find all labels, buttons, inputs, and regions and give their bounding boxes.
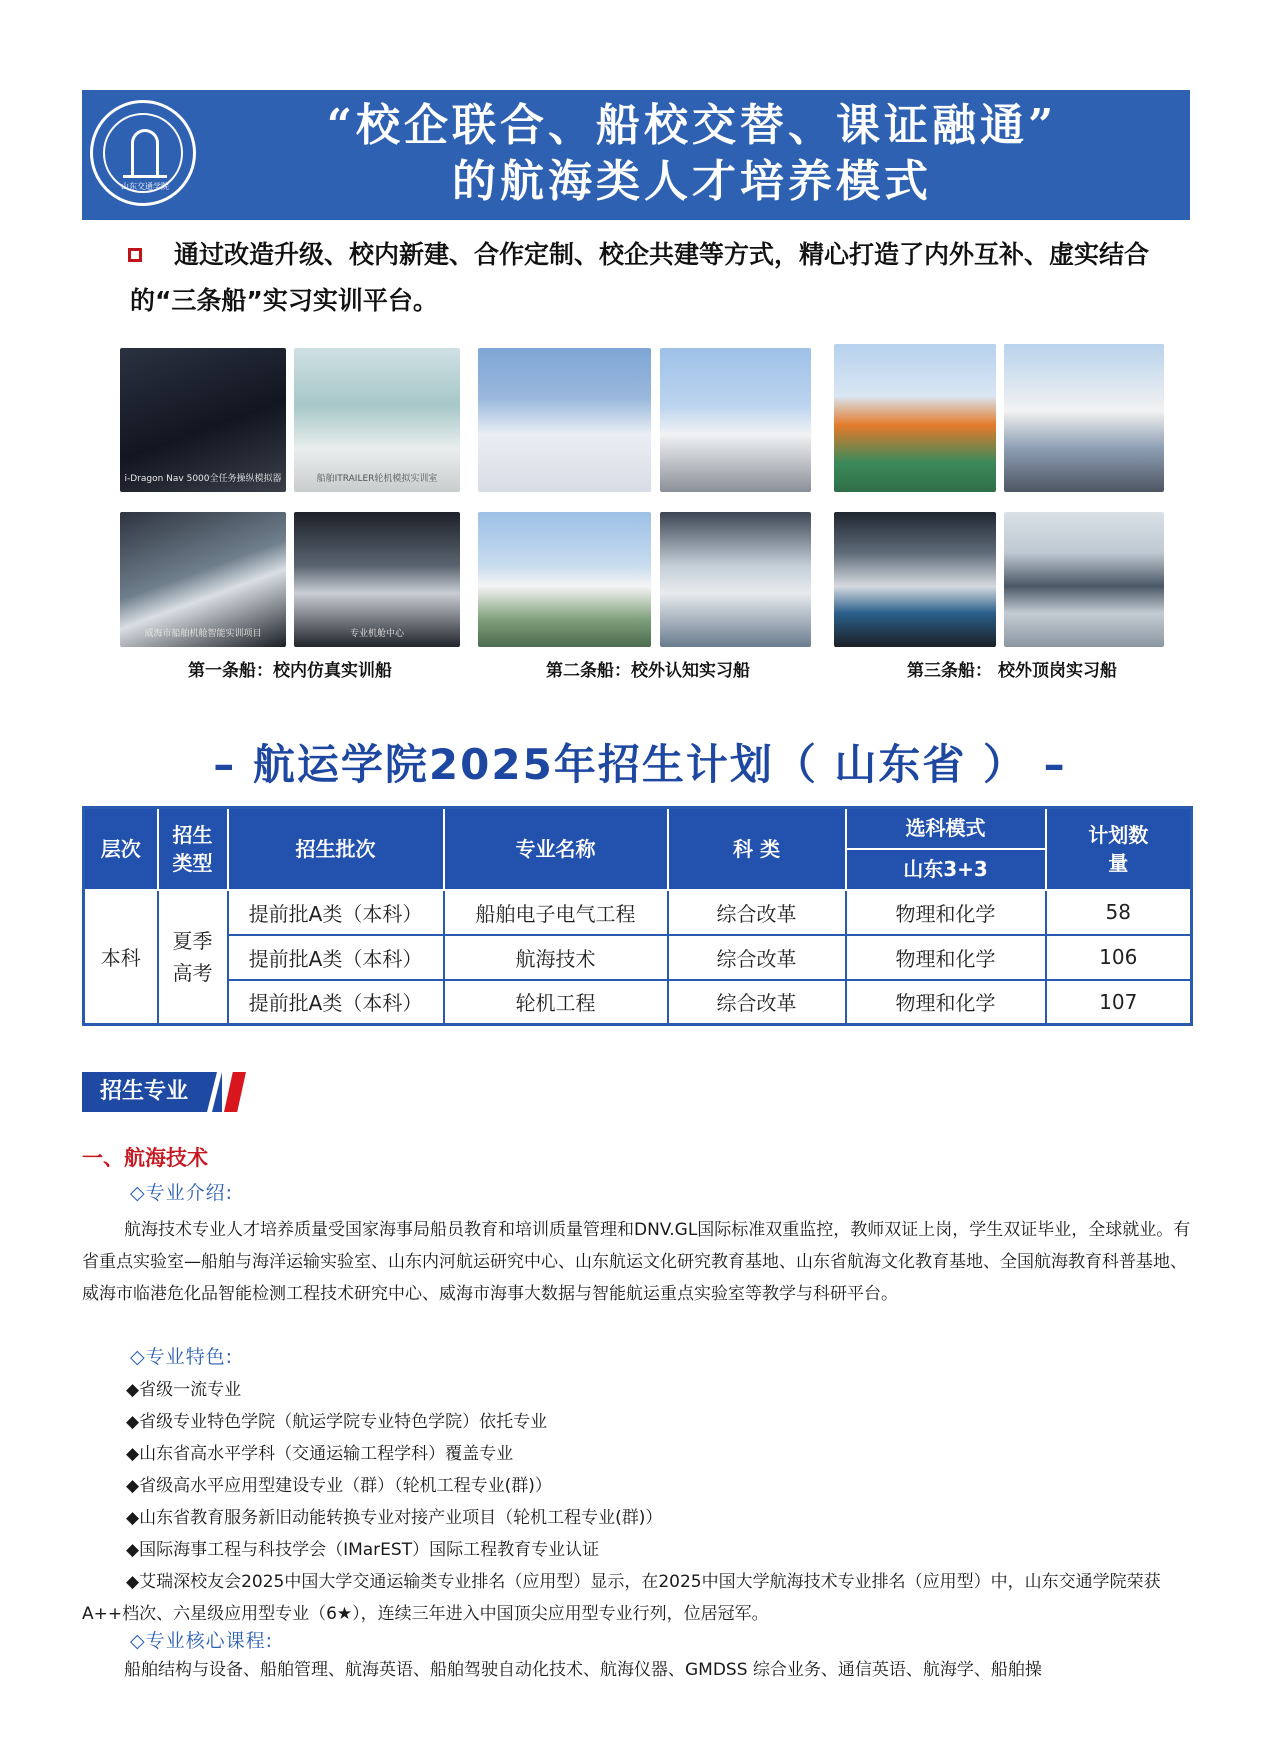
enrollment-plan-title: – 航运学院2025年招生计划（ 山东省 ） – [213, 740, 1067, 789]
major-heading-navigation: 一、航海技术 [82, 1146, 208, 1170]
photo-simulator-bridge: i-Dragon Nav 5000全任务操纵模拟器 [120, 348, 286, 492]
courses-subheading: ◇专业核心课程: [130, 1630, 274, 1652]
header-mode: 选科模式 [846, 808, 1046, 849]
header-type: 招生类型 [158, 808, 228, 890]
red-stripe-icon [224, 1072, 246, 1112]
photo-bridge-group [660, 512, 811, 647]
features-subheading: ◇专业特色: [130, 1346, 234, 1368]
feature-item: ◆省级一流专业 [126, 1380, 242, 1400]
university-logo: 山东交通学院 [90, 100, 196, 206]
cell-batch: 提前批A类（本科） [228, 980, 444, 1025]
photo-deck-crew [834, 344, 996, 492]
header-major: 专业名称 [444, 808, 668, 890]
header-mode-sub: 山东3+3 [846, 849, 1046, 890]
photo-crew-group [1004, 344, 1164, 492]
feature-item: ◆省级高水平应用型建设专业（群）（轮机工程专业(群)） [126, 1476, 552, 1496]
major-intro-text: 航海技术专业人才培养质量受国家海事局船员教育和培训质量管理和DNV.GL国际标准双重监控，教师双证上岗，学生双证毕业，全球就业。有省重点实验室—船舶与海洋运输实验室、山东内河航运研究中心、山东航运文化研究教育基地、山东省航海文化教育基地、全国航海教育科普基地、威海市临港危化品智能检测工程技术研究中心、威海市海事大数据与智能航运重点实验室等教学与科研平台。 [82, 1220, 1191, 1304]
feature-item-ranking: ◆艾瑞深校友会2025中国大学交通运输类专业排名（应用型）显示，在2025中国大学航海技术专业排名（应用型）中，山东交通学院荣获A++档次、六星级应用型专业（6★），连续三年进入中国顶尖应用型专业行列，位居冠军。 [82, 1572, 1161, 1624]
intro-subheading: ◇专业介绍: [130, 1182, 234, 1204]
feature-item: ◆山东省高水平学科（交通运输工程学科）覆盖专业 [126, 1444, 514, 1464]
header-batch: 招生批次 [228, 808, 444, 890]
caption-second-ship: 第二条船：校外认知实习船 [546, 661, 750, 681]
core-courses-text: 船舶结构与设备、船舶管理、航海英语、船舶驾驶自动化技术、航海仪器、GMDSS 综合业务、通信英语、航海学、船舶操 [124, 1660, 1042, 1680]
cell-batch: 提前批A类（本科） [228, 890, 444, 935]
photo-students-by-ship [660, 348, 811, 492]
enrollment-plan-table [82, 806, 1193, 1026]
cell-category: 综合改革 [668, 890, 846, 935]
cell-count: 58 [1046, 890, 1192, 935]
square-bullet-icon [128, 248, 142, 262]
header-category: 科 类 [668, 808, 846, 890]
photo-engine-simulator: 船舶ITRAILER轮机模拟实训室 [294, 348, 460, 492]
cell-major: 船舶电子电气工程 [444, 890, 668, 935]
intro-bullet [130, 232, 1150, 324]
majors-section-tag [82, 1072, 246, 1112]
photo-engine-room-training: 专业机舱中心 [294, 512, 460, 647]
photo-ship-bridge [834, 512, 996, 647]
intro-text: 通过改造升级、校内新建、合作定制、校企共建等方式，精心打造了内外互补、虚实结合的“三条船”实习实训平台。 [130, 240, 1150, 315]
photo-students-on-vessel [478, 348, 651, 492]
cell-mode: 物理和化学 [846, 890, 1046, 935]
banner-title-line1: “校企联合、船校交替、课证融通” [326, 100, 1058, 151]
cell-major: 航海技术 [444, 935, 668, 980]
cell-count: 106 [1046, 935, 1192, 980]
feature-item: ◆山东省教育服务新旧动能转换专业对接产业项目（轮机工程专业(群)） [126, 1508, 663, 1528]
photo-engine-control-room [1004, 512, 1164, 647]
photo-students-on-deck [478, 512, 651, 647]
header-level: 层次 [84, 808, 158, 890]
feature-item: ◆国际海事工程与科技学会（IMarEST）国际工程教育专业认证 [126, 1540, 600, 1560]
cell-batch: 提前批A类（本科） [228, 935, 444, 980]
caption-first-ship: 第一条船：校内仿真实训船 [188, 661, 392, 681]
cell-type: 夏季高考 [158, 890, 228, 1025]
feature-item: ◆省级专业特色学院（航运学院专业特色学院）依托专业 [126, 1412, 548, 1432]
majors-tag-label: 招生专业 [82, 1072, 222, 1112]
header-count: 计划数量 [1046, 808, 1192, 890]
banner-title [212, 98, 1172, 210]
cell-count: 107 [1046, 980, 1192, 1025]
cell-category: 综合改革 [668, 980, 846, 1025]
cell-level: 本科 [84, 890, 158, 1025]
cell-category: 综合改革 [668, 935, 846, 980]
photo-training-hall: 威海市船舶机舱智能实训项目 [120, 512, 286, 647]
banner-title-line2: 的航海类人才培养模式 [452, 156, 932, 207]
table-row [84, 890, 1192, 935]
caption-third-ship: 第三条船： 校外顶岗实习船 [907, 661, 1117, 681]
title-banner [82, 90, 1190, 220]
cell-major: 轮机工程 [444, 980, 668, 1025]
cell-mode: 物理和化学 [846, 980, 1046, 1025]
cell-mode: 物理和化学 [846, 935, 1046, 980]
table-row [84, 980, 1192, 1025]
table-row [84, 935, 1192, 980]
